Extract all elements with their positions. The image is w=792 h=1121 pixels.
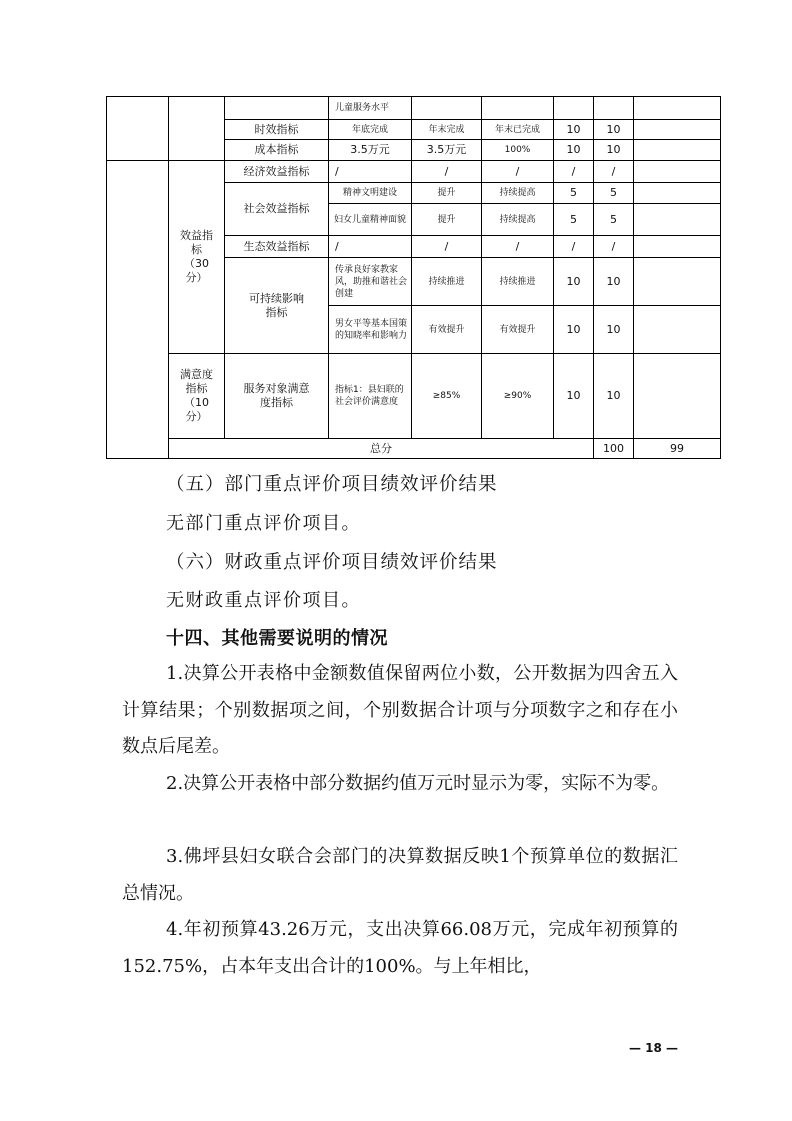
table-row <box>107 161 721 183</box>
table-cell: 10 <box>554 120 594 140</box>
table-cell: / <box>554 236 594 258</box>
table-cell: 经济效益指标 <box>225 161 329 183</box>
table-cell: 时效指标 <box>225 120 329 140</box>
table-cell <box>107 161 169 459</box>
table-cell: 10 <box>594 354 634 439</box>
table-cell <box>634 183 721 204</box>
table-cell <box>634 258 721 306</box>
table-cell <box>225 354 329 439</box>
table-cell: 有效提升 <box>412 306 482 354</box>
label-line: （30 <box>184 257 209 270</box>
table-cell: 10 <box>594 306 634 354</box>
table-cell: 年末已完成 <box>482 120 554 140</box>
total-target-score: 100 <box>594 439 634 459</box>
table-cell: 100% <box>482 140 554 161</box>
table-cell: 指标1：县妇联的社会评价满意度 <box>329 354 412 439</box>
table-cell: 10 <box>594 258 634 306</box>
table-cell <box>634 120 721 140</box>
table-cell <box>594 97 634 120</box>
table-cell: / <box>329 236 412 258</box>
table-cell: / <box>412 236 482 258</box>
table-cell: 持续提高 <box>482 204 554 236</box>
table-cell: / <box>412 161 482 183</box>
section-heading-14: 十四、其他需要说明的情况 <box>166 628 388 649</box>
page-number: — 18 — <box>629 1041 679 1055</box>
total-label: 总分 <box>169 439 594 459</box>
label-line: 指标 <box>185 382 208 395</box>
benefit-indicator-label <box>169 161 225 354</box>
table-cell: 3.5万元 <box>412 140 482 161</box>
table-cell: 10 <box>554 258 594 306</box>
label-line: 满意度 <box>180 368 213 381</box>
section-heading-5: （五）部门重点评价项目绩效评价结果 <box>166 474 498 495</box>
table-cell <box>107 97 169 161</box>
paragraph-1: 1.决算公开表格中金额数值保留两位小数，公开数据为四舍五入计算结果；个别数据项之间，个别数据合计项与分项数字之和存在小数点后尾差。 <box>122 663 678 757</box>
table-cell: 儿童服务水平 <box>329 97 412 120</box>
table-cell: 5 <box>554 204 594 236</box>
table-cell: 男女平等基本国策的知晓率和影响力 <box>329 306 412 354</box>
table-cell: 提升 <box>412 204 482 236</box>
table-cell: 5 <box>594 183 634 204</box>
table-cell <box>225 97 329 120</box>
table-cell: 提升 <box>412 183 482 204</box>
paragraph-4: 4.年初预算43.26万元，支出决算66.08万元，完成年初预算的152.75%，占本年支出合计的100%。与上年相比， <box>122 919 678 977</box>
table-cell: / <box>594 161 634 183</box>
table-row <box>107 354 721 439</box>
table-cell: 妇女儿童精神面貌 <box>329 204 412 236</box>
table-cell: / <box>482 236 554 258</box>
table-cell <box>634 140 721 161</box>
table-cell: 传承良好家教家风，助推和谐社会创建 <box>329 258 412 306</box>
table-cell: 持续推进 <box>482 258 554 306</box>
satisfaction-indicator-label <box>169 354 225 439</box>
table-cell <box>412 97 482 120</box>
section-6-body: 无财政重点评价项目。 <box>166 590 361 611</box>
performance-indicator-table <box>106 96 721 459</box>
table-cell: / <box>594 236 634 258</box>
table-cell: 社会效益指标 <box>225 183 329 236</box>
total-row <box>107 439 721 459</box>
table-cell: / <box>554 161 594 183</box>
total-actual-score: 99 <box>634 439 721 459</box>
label-line: 可持续影响 <box>249 291 304 305</box>
table-cell <box>634 306 721 354</box>
label-line: 指标 <box>265 305 288 319</box>
label-line: 分） <box>185 271 208 284</box>
table-cell: 10 <box>594 120 634 140</box>
table-cell: 精神文明建设 <box>329 183 412 204</box>
table-cell: 持续推进 <box>412 258 482 306</box>
paragraph-2: 2.决算公开表格中部分数据约值万元时显示为零，实际不为零。 <box>166 773 670 794</box>
table-cell: 10 <box>554 140 594 161</box>
section-heading-6: （六）财政重点评价项目绩效评价结果 <box>166 552 498 573</box>
table-row <box>107 97 721 120</box>
label-line: 标 <box>191 243 202 256</box>
label-line: 分） <box>185 410 208 423</box>
table-cell: ≥90% <box>482 354 554 439</box>
table-cell <box>634 204 721 236</box>
section-5-body: 无部门重点评价项目。 <box>166 513 361 534</box>
table-cell: 有效提升 <box>482 306 554 354</box>
table-cell <box>169 97 225 161</box>
label-line: 服务对象满意 <box>243 382 310 395</box>
label-line: （10 <box>184 396 209 409</box>
table-cell <box>482 97 554 120</box>
table-cell <box>634 161 721 183</box>
table-cell: 年底完成 <box>329 120 412 140</box>
table-cell: 生态效益指标 <box>225 236 329 258</box>
table-cell <box>634 236 721 258</box>
table-cell: 10 <box>554 354 594 439</box>
table-cell <box>634 354 721 439</box>
table-cell: 3.5万元 <box>329 140 412 161</box>
table-cell <box>634 97 721 120</box>
table-cell: 成本指标 <box>225 140 329 161</box>
table-cell <box>554 97 594 120</box>
label-line: 效益指 <box>180 229 213 242</box>
label-line: 度指标 <box>260 396 293 409</box>
table-cell <box>225 258 329 354</box>
table-cell: 年末完成 <box>412 120 482 140</box>
paragraph-3: 3.佛坪县妇女联合会部门的决算数据反映1个预算单位的数据汇总情况。 <box>122 846 678 904</box>
table-cell: 5 <box>554 183 594 204</box>
table-cell: 持续提高 <box>482 183 554 204</box>
table-cell: 5 <box>594 204 634 236</box>
table-cell: 10 <box>594 140 634 161</box>
table-cell: 10 <box>554 306 594 354</box>
table-cell: / <box>482 161 554 183</box>
table-cell: / <box>329 161 412 183</box>
table-cell: ≥85% <box>412 354 482 439</box>
